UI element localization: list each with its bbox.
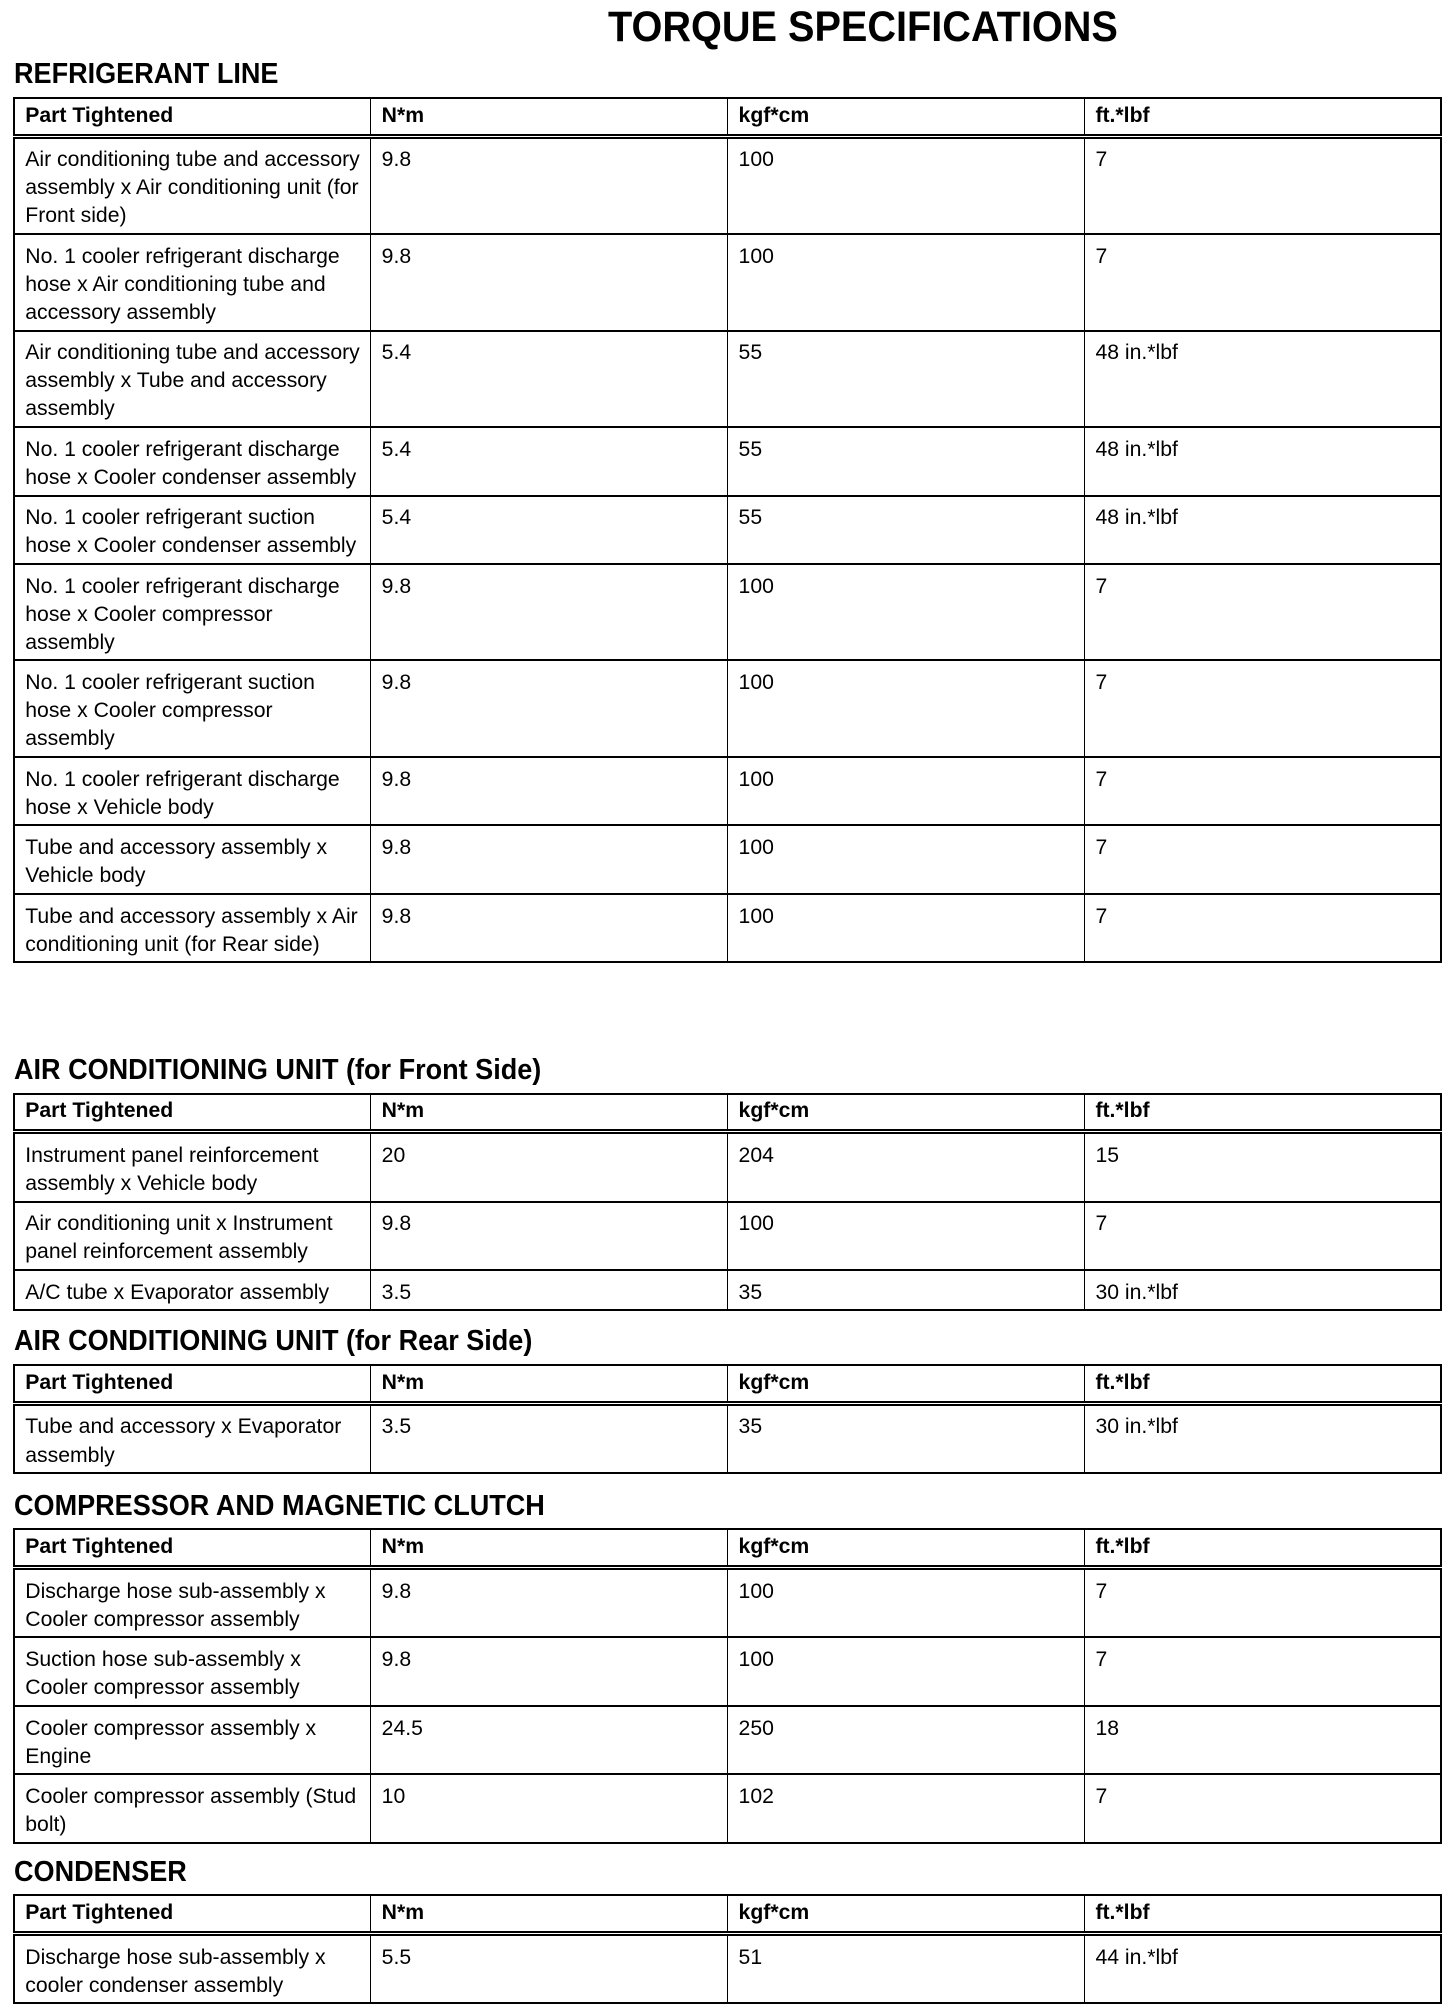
column-header-ftlbf: ft.*lbf xyxy=(1085,98,1441,136)
section-refrigerant-line xyxy=(13,58,1442,963)
column-header-kgfcm: kgf*cm xyxy=(728,98,1085,136)
header-row xyxy=(14,98,1441,136)
kgfcm-cell: 250 xyxy=(728,1706,1085,1774)
section-heading: COMPRESSOR AND MAGNETIC CLUTCH xyxy=(14,1489,546,1522)
nm-cell: 3.5 xyxy=(371,1403,728,1473)
part-cell: Tube and accessory x Evaporator assembly xyxy=(14,1403,371,1473)
column-header-nm: N*m xyxy=(371,1895,728,1933)
column-header-nm: N*m xyxy=(371,98,728,136)
part-cell: Tube and accessory assembly x Vehicle body xyxy=(14,825,371,893)
kgfcm-cell: 100 xyxy=(728,1202,1085,1270)
section-heading: AIR CONDITIONING UNIT (for Front Side) xyxy=(14,1053,542,1086)
ftlbf-cell: 7 xyxy=(1085,1637,1441,1705)
kgfcm-cell: 100 xyxy=(728,660,1085,757)
nm-cell: 5.4 xyxy=(371,427,728,495)
nm-cell: 5.5 xyxy=(371,1933,728,2003)
ftlbf-cell: 7 xyxy=(1085,234,1441,331)
part-cell: No. 1 cooler refrigerant discharge hose x Cooler condenser assembly xyxy=(14,427,371,495)
nm-cell: 9.8 xyxy=(371,1637,728,1705)
header-row xyxy=(14,1094,1441,1132)
nm-cell: 5.4 xyxy=(371,496,728,564)
kgfcm-cell: 55 xyxy=(728,496,1085,564)
table-row xyxy=(14,1202,1441,1270)
ftlbf-cell: 7 xyxy=(1085,1202,1441,1270)
ftlbf-cell: 48 in.*lbf xyxy=(1085,331,1441,428)
nm-cell: 10 xyxy=(371,1774,728,1842)
column-header-ftlbf: ft.*lbf xyxy=(1085,1094,1441,1132)
table-row xyxy=(14,331,1441,428)
part-cell: Suction hose sub-assembly x Cooler compressor assembly xyxy=(14,1637,371,1705)
kgfcm-cell: 35 xyxy=(728,1403,1085,1473)
ftlbf-cell: 7 xyxy=(1085,757,1441,825)
column-header-kgfcm: kgf*cm xyxy=(728,1529,1085,1567)
table-row xyxy=(14,1774,1441,1842)
torque-table xyxy=(13,1894,1442,2004)
table-row xyxy=(14,757,1441,825)
kgfcm-cell: 100 xyxy=(728,1567,1085,1637)
table-row xyxy=(14,1933,1441,2003)
kgfcm-cell: 100 xyxy=(728,825,1085,893)
part-cell: Tube and accessory assembly x Air conditioning unit (for Rear side) xyxy=(14,894,371,962)
column-header-nm: N*m xyxy=(371,1094,728,1132)
table-row xyxy=(14,136,1441,234)
ftlbf-cell: 48 in.*lbf xyxy=(1085,496,1441,564)
part-cell: Cooler compressor assembly x Engine xyxy=(14,1706,371,1774)
table-row xyxy=(14,234,1441,331)
part-cell: Air conditioning unit x Instrument panel reinforcement assembly xyxy=(14,1202,371,1270)
kgfcm-cell: 35 xyxy=(728,1270,1085,1310)
header-row xyxy=(14,1895,1441,1933)
column-header-kgfcm: kgf*cm xyxy=(728,1094,1085,1132)
ftlbf-cell: 7 xyxy=(1085,564,1441,661)
torque-table xyxy=(13,1528,1442,1843)
part-cell: Instrument panel reinforcement assembly x Vehicle body xyxy=(14,1132,371,1202)
ftlbf-cell: 7 xyxy=(1085,1567,1441,1637)
kgfcm-cell: 55 xyxy=(728,427,1085,495)
column-header-part: Part Tightened xyxy=(14,98,371,136)
kgfcm-cell: 100 xyxy=(728,564,1085,661)
header-row xyxy=(14,1365,1441,1403)
part-cell: Discharge hose sub-assembly x cooler condenser assembly xyxy=(14,1933,371,2003)
torque-table xyxy=(13,1093,1442,1312)
torque-table xyxy=(13,1364,1442,1474)
nm-cell: 9.8 xyxy=(371,660,728,757)
table-row xyxy=(14,825,1441,893)
column-header-ftlbf: ft.*lbf xyxy=(1085,1895,1441,1933)
section-condenser xyxy=(13,1856,1442,2005)
kgfcm-cell: 51 xyxy=(728,1933,1085,2003)
section-heading: AIR CONDITIONING UNIT (for Rear Side) xyxy=(14,1325,533,1358)
nm-cell: 9.8 xyxy=(371,894,728,962)
kgfcm-cell: 55 xyxy=(728,331,1085,428)
kgfcm-cell: 204 xyxy=(728,1132,1085,1202)
part-cell: Cooler compressor assembly (Stud bolt) xyxy=(14,1774,371,1842)
ftlbf-cell: 7 xyxy=(1085,1774,1441,1842)
nm-cell: 9.8 xyxy=(371,1567,728,1637)
ftlbf-cell: 15 xyxy=(1085,1132,1441,1202)
nm-cell: 9.8 xyxy=(371,1202,728,1270)
part-cell: No. 1 cooler refrigerant suction hose x Cooler condenser assembly xyxy=(14,496,371,564)
ftlbf-cell: 7 xyxy=(1085,660,1441,757)
ftlbf-cell: 48 in.*lbf xyxy=(1085,427,1441,495)
column-header-kgfcm: kgf*cm xyxy=(728,1895,1085,1933)
column-header-nm: N*m xyxy=(371,1365,728,1403)
nm-cell: 5.4 xyxy=(371,331,728,428)
nm-cell: 20 xyxy=(371,1132,728,1202)
table-row xyxy=(14,1403,1441,1473)
ftlbf-cell: 44 in.*lbf xyxy=(1085,1933,1441,2003)
column-header-ftlbf: ft.*lbf xyxy=(1085,1529,1441,1567)
table-row xyxy=(14,564,1441,661)
column-header-part: Part Tightened xyxy=(14,1094,371,1132)
ftlbf-cell: 7 xyxy=(1085,894,1441,962)
table-row xyxy=(14,1270,1441,1310)
kgfcm-cell: 100 xyxy=(728,234,1085,331)
column-header-ftlbf: ft.*lbf xyxy=(1085,1365,1441,1403)
nm-cell: 9.8 xyxy=(371,825,728,893)
table-row xyxy=(14,1567,1441,1637)
section-ac-unit-rear xyxy=(13,1325,1442,1474)
column-header-part: Part Tightened xyxy=(14,1895,371,1933)
section-heading: CONDENSER xyxy=(14,1855,188,1888)
ftlbf-cell: 7 xyxy=(1085,825,1441,893)
part-cell: No. 1 cooler refrigerant discharge hose x Cooler compressor assembly xyxy=(14,564,371,661)
part-cell: A/C tube x Evaporator assembly xyxy=(14,1270,371,1310)
nm-cell: 9.8 xyxy=(371,564,728,661)
section-ac-unit-front xyxy=(13,1054,1442,1312)
column-header-part: Part Tightened xyxy=(14,1529,371,1567)
nm-cell: 9.8 xyxy=(371,136,728,234)
table-row xyxy=(14,496,1441,564)
section-heading: REFRIGERANT LINE xyxy=(14,58,279,91)
table-row xyxy=(14,1132,1441,1202)
nm-cell: 24.5 xyxy=(371,1706,728,1774)
part-cell: No. 1 cooler refrigerant suction hose x Cooler compressor assembly xyxy=(14,660,371,757)
column-header-nm: N*m xyxy=(371,1529,728,1567)
part-cell: No. 1 cooler refrigerant discharge hose x Vehicle body xyxy=(14,757,371,825)
table-row xyxy=(14,660,1441,757)
column-header-kgfcm: kgf*cm xyxy=(728,1365,1085,1403)
column-header-part: Part Tightened xyxy=(14,1365,371,1403)
part-cell: Air conditioning tube and accessory assembly x Tube and accessory assembly xyxy=(14,331,371,428)
table-row xyxy=(14,427,1441,495)
table-row xyxy=(14,894,1441,962)
ftlbf-cell: 30 in.*lbf xyxy=(1085,1403,1441,1473)
section-compressor-clutch xyxy=(13,1490,1442,1844)
kgfcm-cell: 100 xyxy=(728,894,1085,962)
kgfcm-cell: 100 xyxy=(728,1637,1085,1705)
kgfcm-cell: 102 xyxy=(728,1774,1085,1842)
nm-cell: 9.8 xyxy=(371,757,728,825)
kgfcm-cell: 100 xyxy=(728,757,1085,825)
table-row xyxy=(14,1637,1441,1705)
ftlbf-cell: 18 xyxy=(1085,1706,1441,1774)
part-cell: Air conditioning tube and accessory assembly x Air conditioning unit (for Front side) xyxy=(14,136,371,234)
page-title: TORQUE SPECIFICATIONS xyxy=(607,2,1118,51)
torque-table xyxy=(13,97,1442,963)
part-cell: No. 1 cooler refrigerant discharge hose x Air conditioning tube and accessory assembly xyxy=(14,234,371,331)
nm-cell: 9.8 xyxy=(371,234,728,331)
table-row xyxy=(14,1706,1441,1774)
ftlbf-cell: 7 xyxy=(1085,136,1441,234)
part-cell: Discharge hose sub-assembly x Cooler compressor assembly xyxy=(14,1567,371,1637)
nm-cell: 3.5 xyxy=(371,1270,728,1310)
kgfcm-cell: 100 xyxy=(728,136,1085,234)
header-row xyxy=(14,1529,1441,1567)
ftlbf-cell: 30 in.*lbf xyxy=(1085,1270,1441,1310)
